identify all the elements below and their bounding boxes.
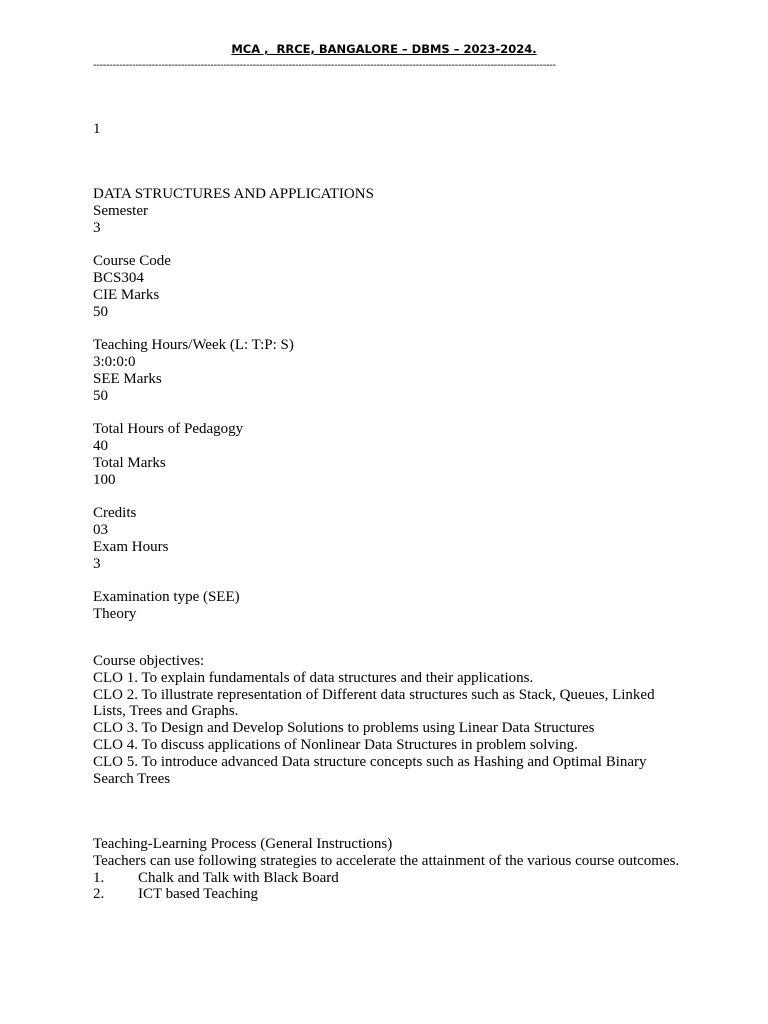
teaching-hours-label: Teaching Hours/Week (L: T:P: S) [93,337,294,354]
total-hours-value: 40 [93,437,108,454]
teaching-heading: Teaching-Learning Process (General Instructions) [93,836,393,852]
objective-item: CLO 3. To Design and Develop Solutions to problems using Linear Data Structures [93,720,595,737]
semester-value: 3 [93,219,101,236]
course-objectives [93,653,683,787]
list-item [93,870,683,887]
teaching-hours-value: 3:0:0:0 [93,353,136,370]
teaching-intro: Teachers can use following strategies to accelerate the attainment of the various course outcomes. [93,852,680,869]
course-code-value: BCS304 [93,269,144,286]
list-item-number: 2. [93,886,105,903]
cie-marks-value: 50 [93,303,108,320]
exam-type-value: Theory [93,605,137,622]
list-item-text: Chalk and Talk with Black Board [138,869,339,886]
list-item-number: 1. [93,869,105,886]
document-header: MCA , RRCE, BANGALORE – DBMS – 2023-2024. [231,42,537,56]
teaching-learning-process [93,836,683,903]
list-item [93,886,683,903]
page-number: 1 [93,121,101,137]
objective-item: CLO 4. To discuss applications of Nonlinear Data Structures in problem solving. [93,736,578,753]
exam-hours-value: 3 [93,555,101,572]
header-divider: ---------------------------------------------------------------------------------------------------------------------------------------------- [93,60,556,71]
exam-type-label: Examination type (SEE) [93,589,240,606]
credits-value: 03 [93,521,108,538]
total-marks-label: Total Marks [93,454,166,471]
objective-item: CLO 2. To illustrate representation of Different data structures such as Stack, Queues, Linked Lists, Trees and Graphs. [93,686,655,720]
semester-label: Semester [93,202,148,219]
total-marks-value: 100 [93,471,116,488]
exam-hours-label: Exam Hours [93,538,169,555]
course-details [93,186,683,623]
total-hours-label: Total Hours of Pedagogy [93,421,244,438]
objective-item: CLO 1. To explain fundamentals of data structures and their applications. [93,669,534,686]
cie-marks-label: CIE Marks [93,286,160,303]
objective-item: CLO 5. To introduce advanced Data structure concepts such as Hashing and Optimal Binary Search Trees [93,753,647,787]
list-item-text: ICT based Teaching [138,886,259,903]
see-marks-value: 50 [93,387,108,404]
objectives-heading: Course objectives: [93,653,205,669]
see-marks-label: SEE Marks [93,370,162,387]
course-code-label: Course Code [93,253,171,270]
credits-label: Credits [93,505,137,522]
course-title: DATA STRUCTURES AND APPLICATIONS [93,186,374,202]
